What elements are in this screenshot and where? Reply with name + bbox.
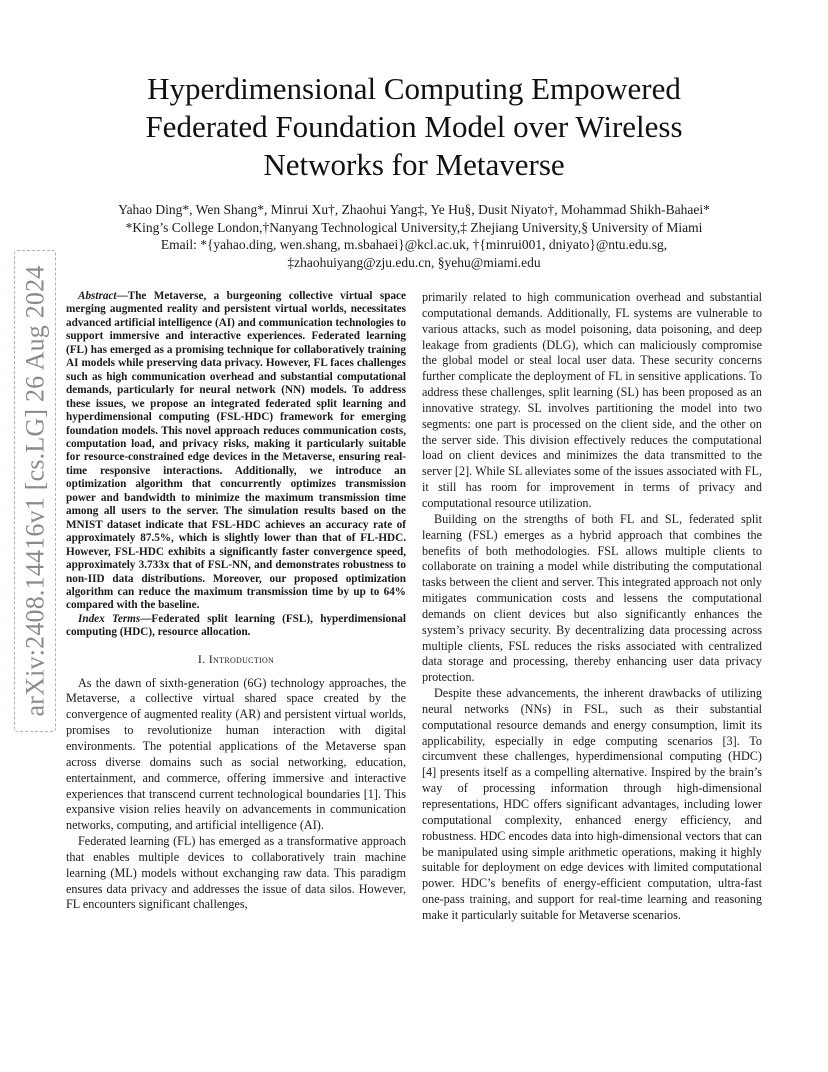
author-emails-line-1: Email: *{yahao.ding, wen.shang, m.sbahaei}@kcl.ac.uk, †{minrui001, dniyato}@ntu.edu.sg, [160,237,668,252]
author-emails-line-2: ‡zhaohuiyang@zju.edu.cn, §yehu@miami.edu [287,254,541,270]
author-block [60,201,768,271]
left-column [66,290,406,913]
index-terms-text: —Federated split learning (FSL), hyperdimensional computing (HDC), resource allocation. [66,612,406,639]
abstract-label: Abstract [78,290,117,302]
index-terms [66,613,406,640]
paper-title: Hyperdimensional Computing Empowered Federated Foundation Model over Wireless Networks for Metaverse [145,71,683,182]
author-affiliations: *King’s College London,†Nanyang Technological University,‡ Zhejiang University,§ University of Miami [125,219,703,235]
right-column [422,290,762,924]
body-paragraph: Despite these advancements, the inherent drawbacks of utilizing neural networks (NNs) in FSL, such as their substantial computational resource demands and energy consumption, limit its applicability, especially in edge computing scenarios [3]. To circumvent these challenges, hyperdimensional computing (HDC) [4] presents itself as a compelling alternative. Inspired by the brain’s way of processing information through high-dimensional representations, HDC offers significant advantages, including lower computational complexity, enhanced energy efficiency, and robustness. HDC encodes data into high-dimensional vectors that can be manipulated using simple arithmetic operations, making it highly suitable for deployment on edge devices with limited computational power. HDC’s benefits of energy-efficient computation, ultra-fast one-pass training, and support for real-time learning and reasoning make it particularly suitable for Metaverse scenarios. [422,686,762,922]
index-terms-label: Index Terms [78,612,141,625]
author-names: Yahao Ding*, Wen Shang*, Minrui Xu†, Zhaohui Yang‡, Ye Hu§, Dusit Niyato†, Mohammad Shikh-Bahaei* [118,202,710,217]
arxiv-side-label [14,250,56,732]
body-paragraph: primarily related to high communication overhead and substantial computational demands. Additionally, FL systems are vulnerable to various attacks, such as model poisoning, data poisoning, and deep leakage from gradients (DLG), which can maliciously compromise the global model or steal local user data. These security concerns further complicate the deployment of FL in sensitive applications. To address these challenges, split learning (SL) has been proposed as an innovative strategy. SL involves partitioning the model into two segments: one part is processed on the client side, and the other on the server side. This division effectively reduces the computational load on client devices and minimizes the data transmitted to the server [2]. While SL alleviates some of the issues associated with FL, it still has room for improvement in terms of privacy and computational resource utilization. [422,290,762,510]
abstract-text: —The Metaverse, a burgeoning collective virtual space merging augmented reality and persistent virtual worlds, necessitates advanced artificial intelligence (AI) and communication technologies to support immersive and interactive experiences. Federated learning (FL) has emerged as a promising technique for collaboratively training AI models while preserving data privacy. However, FL faces challenges such as high communication overhead and substantial computational demands, particularly for neural network (NN) models. To address these issues, we propose an integrated federated split learning and hyperdimensional computing (FSL-HDC) framework for emerging foundation models. This novel approach reduces communication costs, computation load, and privacy risks, making it particularly suitable for resource-constrained edge devices in the Metaverse, ensuring real-time responsive interactions. Additionally, we introduce an optimization algorithm that concurrently optimizes transmission power and bandwidth to minimize the maximum transmission time among all users to the server. The simulation results based on the MNIST dataset indicate that FSL-HDC achieves an accuracy rate of approximately 87.5%, which is slightly lower than that of FL-HDC. However, FSL-HDC exhibits a significantly faster convergence speed, approximately 3.733x that of FSL-NN, and demonstrates robustness to non-IID data distributions. Moreover, our proposed optimization algorithm can reduce the maximum transmission time by up to 64% compared with the baseline. [66,290,406,612]
section-heading-introduction: I. Introduction [197,651,275,666]
body-paragraph: Building on the strengths of both FL and SL, federated split learning (FSL) emerges as a hybrid approach that combines the benefits of both methodologies. FSL allows multiple clients to collaborate on training a model while distributing the computational tasks between the client and server. This integrated approach not only mitigates communication costs and lessens the computational demands on client devices but also significantly enhances the system’s privacy security. By decentralizing data processing across multiple clients, FSL reduces the risks associated with centralized data storage and processing, thereby enhancing user data privacy protection. [422,511,762,685]
body-paragraph: Federated learning (FL) has emerged as a transformative approach that enables multiple devices to collaboratively train machine learning (ML) models without exchanging raw data. This paradigm ensures data privacy and addresses the issue of data silos. However, FL encounters significant challenges, [66,834,406,912]
arxiv-identifier: arXiv:2408.14416v1 [cs.LG] 26 Aug 2024 [20,265,49,717]
body-paragraph: As the dawn of sixth-generation (6G) technology approaches, the Metaverse, a collective virtual shared space created by the convergence of augmented reality (AR) and persistent virtual worlds, promises to revolutionize human interaction with digital environments. The potential applications of the Metaverse span across diverse domains such as social networking, education, entertainment, and commerce, offering immersive and interactive experiences that transcend current technological boundaries [1]. This expansive vision relies heavily on advancements in communication networks, computing, and artificial intelligence (AI). [66,675,406,833]
abstract [66,290,406,613]
